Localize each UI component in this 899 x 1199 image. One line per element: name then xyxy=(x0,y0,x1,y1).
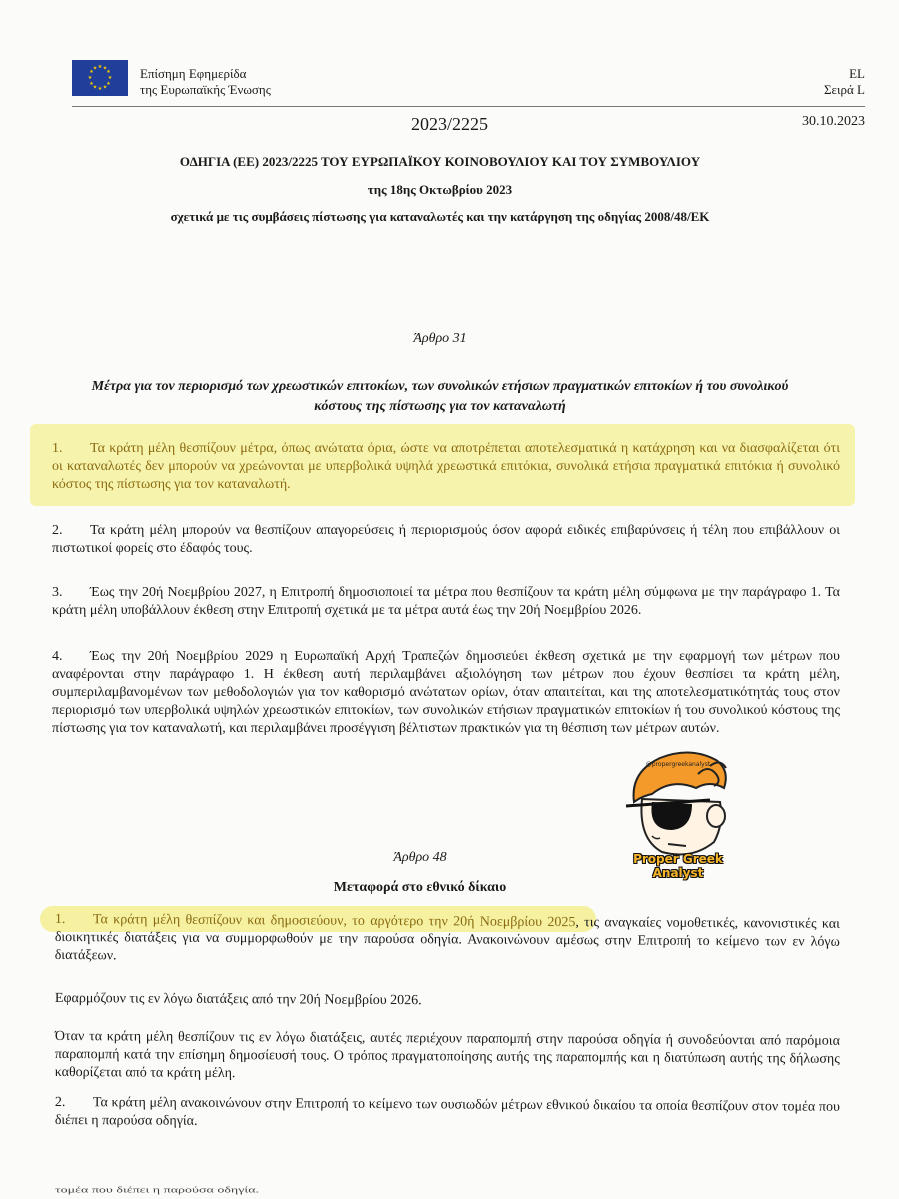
paragraph-number: 1. xyxy=(52,441,63,456)
series-label: Σειρά L xyxy=(823,82,865,97)
journal-name-line1: Επίσημη Εφημερίδα xyxy=(140,66,247,81)
svg-text:★: ★ xyxy=(89,69,94,75)
svg-text:★: ★ xyxy=(89,81,94,87)
svg-text:★: ★ xyxy=(106,69,111,75)
article-48-heading: Μεταφορά στο εθνικό δίκαιο xyxy=(333,880,507,895)
eu-flag-logo xyxy=(72,60,128,96)
svg-text:★: ★ xyxy=(97,64,103,70)
paragraph-number: 3. xyxy=(52,585,63,600)
article-48-paragraph-1 xyxy=(55,911,840,970)
paragraph-text: Τα κράτη μέλη μπορούν να θεσπίζουν απαγορεύσεις ή περιορισμούς όσον αφορά ειδικές επιβαρύνσεις ή τέλη που επιβάλλουν οι πιστωτικοί φορείς στο έδαφός τους. xyxy=(52,523,840,556)
directive-date: της 18ης Οκτωβρίου 2023 xyxy=(367,182,513,197)
directive-title: ΟΔΗΓΙΑ (ΕΕ) 2023/2225 ΤΟΥ ΕΥΡΩΠΑΪΚΟΥ ΚΟΙΝΟΒΟΥΛΙΟΥ ΚΑΙ ΤΟΥ ΣΥΜΒΟΥΛΙΟΥ xyxy=(179,154,701,169)
svg-text:★: ★ xyxy=(102,84,108,91)
article-31-paragraph-1 xyxy=(52,440,840,494)
svg-text:★: ★ xyxy=(92,84,98,91)
journal-name-line2: της Ευρωπαϊκής Ένωσης xyxy=(140,82,271,97)
series-info xyxy=(824,66,865,98)
svg-text:★: ★ xyxy=(106,81,111,87)
paragraph-text: Τα κράτη μέλη θεσπίζουν μέτρα, όπως ανώτατα όρια, ώστε να αποτρέπεται αποτελεσματικά η κατάχρηση και να διασφαλίζεται ότι οι καταναλωτές δεν μπορούν να χρεώνονται με υπερβολικά υψηλά χρεωστικά επιτόκια, συνολικά ετήσια πραγματικά επιτόκια ή συνολικό κόστος της πίστωσης για τον καταναλωτή. xyxy=(52,441,840,492)
article-31-heading xyxy=(60,377,820,417)
publication-date: 30.10.2023 xyxy=(802,114,865,129)
paragraph-number: 2. xyxy=(54,1095,66,1111)
mascot-caption: Proper Greek Analyst xyxy=(633,852,723,880)
highlighted-text: Τα κράτη μέλη θεσπίζουν και δημοσιεύουν, το αργότερο την 20ή Νοεμβρίου 2025 xyxy=(92,912,576,931)
paragraph-number: 2. xyxy=(52,523,63,538)
article-31-heading-line2: κόστους της πίστωσης για τον καταναλωτή xyxy=(314,399,566,414)
article-31-heading-line1: Μέτρα για τον περιορισμό των χρεωστικών επιτοκίων, των συνολικών ετήσιων πραγματικών επιτοκίων ή του συνολικού xyxy=(91,379,789,394)
paragraph-text: Έως την 20ή Νοεμβρίου 2029 η Ευρωπαϊκή Αρχή Τραπεζών δημοσιεύει έκθεση σχετικά με την εφαρμογή των μέτρων που αναφέρονται στην παράγραφο 1. Η έκθεση αυτή περιλαμβάνει αξιολόγηση των μέτρων που έχουν θεσπίσει τα κράτη μέλη, συμπεριλαμβανομένων των μεθοδολογιών για τον καθορισμό ανώτατων ορίων, όταν απαιτείται, και της αποτελεσματικότητάς τους στον περιορισμό των υπερβολικά υψηλών χρεωστικών επιτοκίων, των συνολικών ετήσιων πραγματικών επιτοκίων ή του συνολικού κόστους της πίστωσης για τον καταναλωτή, και περιλαμβάνει προσέγγιση βέλτιστων πρακτικών για τη θέσπιση των μέτρων αυτών. xyxy=(52,649,840,736)
article-48-paragraph-1c: Όταν τα κράτη μέλη θεσπίζουν τις εν λόγω διατάξεις, αυτές περιέχουν παραπομπή στην παρούσα οδηγία ή συνοδεύονται από παρόμοια παραπομπή κατά την επίσημη δημοσίευσή τους. Ο τρόπος πραγματοποίησης αυτής της παραπομπής και η διατύπωση αυτής της δήλωσης καθορίζεται από τα κράτη μέλη. xyxy=(54,1029,840,1082)
paragraph-text: , τις αναγκαίες νομοθετικές, κανονιστικές και διοικητικές διατάξεις για να συμμορφωθούν με την παρούσα οδηγία. Ανακοινώνουν αμέσως στην Επιτροπή το κείμενο των εν λόγω διατάξεων. xyxy=(54,915,840,964)
article-31-paragraph-4 xyxy=(52,648,840,738)
article-31-paragraph-3 xyxy=(52,584,840,620)
mascot-avatar xyxy=(612,744,742,864)
journal-name xyxy=(140,66,271,98)
svg-text:★: ★ xyxy=(102,65,108,72)
paragraph-text: Τα κράτη μέλη ανακοινώνουν στην Επιτροπή το κείμενο των ουσιωδών μέτρων εθνικού δικαίου τα οποία θεσπίζουν στον τομέα που διέπει η παρούσα οδηγία. xyxy=(54,1095,840,1129)
language-code: EL xyxy=(849,66,865,81)
svg-text:★: ★ xyxy=(87,75,93,81)
header-divider xyxy=(72,106,865,107)
cut-off-text-fragment: τομέα που διέπει η παρούσα οδηγία. xyxy=(55,1186,260,1195)
article-48-paragraph-2 xyxy=(55,1094,840,1135)
article-31-paragraph-2 xyxy=(52,522,840,558)
directive-subject: σχετικά με τις συμβάσεις πίστωσης για καταναλωτές και την κατάργηση της οδηγίας 2008/48/ΕΚ xyxy=(170,209,710,224)
article-48-paragraph-1b: Εφαρμόζουν τις εν λόγω διατάξεις από την 20ή Νοεμβρίου 2026. xyxy=(54,991,422,1009)
article-48-label: Άρθρο 48 xyxy=(393,850,447,865)
paragraph-text: Έως την 20ή Νοεμβρίου 2027, η Επιτροπή δημοσιοποιεί τα μέτρα που θεσπίζουν τα κράτη μέλη σύμφωνα με την παράγραφο 1. Τα κράτη μέλη υποβάλλουν έκθεση στην Επιτροπή σχετικά με τα μέτρα αυτά έως την 20ή Νοεμβρίου 2026. xyxy=(52,585,840,618)
paragraph-number: 4. xyxy=(52,649,63,664)
paragraph-number: 1. xyxy=(54,912,66,928)
article-31-label: Άρθρο 31 xyxy=(413,331,467,346)
mascot-hat-text: @propergreekanalyst xyxy=(645,761,711,768)
svg-text:★: ★ xyxy=(92,65,98,72)
document-number: 2023/2225 xyxy=(410,114,488,134)
svg-text:★: ★ xyxy=(107,75,113,81)
svg-text:★: ★ xyxy=(97,86,103,92)
